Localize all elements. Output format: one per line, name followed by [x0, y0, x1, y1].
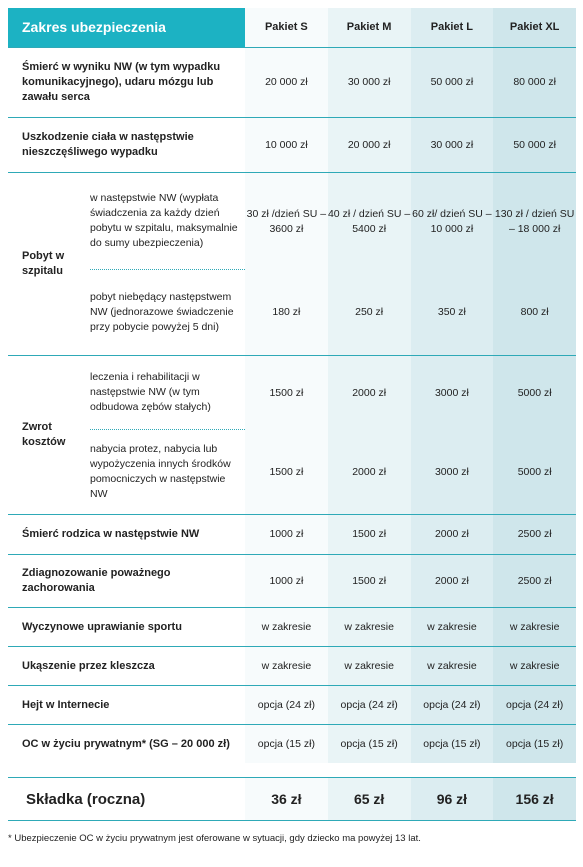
value-xl: w zakresie — [493, 608, 576, 646]
sub-row-label: pobyt niebędący następstwem NW (jednorazowe świadczenie przy pobycie powyżej 5 dni) — [90, 291, 234, 333]
row-label: Śmierć rodzica w następstwie NW — [22, 528, 200, 540]
value-l: 50 000 zł — [411, 48, 494, 117]
sub-row-label: nabycia protez, nabycia lub wypożyczenia innych środków pomocniczych w następstwie NW — [90, 443, 231, 500]
table-row — [8, 118, 576, 173]
row-label: Wyczynowe uprawianie sportu — [22, 620, 182, 633]
table-row — [8, 647, 576, 686]
value-s: 10 000 zł — [245, 118, 328, 172]
row-label: Ukąszenie przez kleszcza — [22, 659, 155, 672]
header-title: Zakres ubezpieczenia — [8, 8, 245, 47]
sub-row-label: leczenia i rehabilitacji w następstwie NW (w tym odbudowa zębów stałych) — [90, 356, 245, 430]
table-row — [8, 555, 576, 608]
value-m: 2000 zł — [328, 430, 411, 514]
value-l: 30 000 zł — [411, 118, 494, 172]
value-xl: 50 000 zł — [493, 118, 576, 172]
value-l: w zakresie — [411, 647, 494, 685]
hospital-group — [8, 173, 576, 356]
table-row — [8, 725, 576, 763]
sub-row — [90, 356, 576, 430]
header-package-m: Pakiet M — [328, 8, 411, 47]
sub-row — [90, 173, 576, 270]
header-package-xl: Pakiet XL — [493, 8, 576, 47]
value-s: w zakresie — [245, 608, 328, 646]
group-label: Zwrot kosztów — [22, 421, 66, 448]
value-m: opcja (24 zł) — [328, 686, 411, 724]
value-s: 1000 zł — [245, 555, 328, 607]
value-l: 2000 zł — [411, 555, 494, 607]
value-xl: opcja (24 zł) — [493, 686, 576, 724]
value-s: opcja (24 zł) — [245, 686, 328, 724]
value-xl: 5000 zł — [493, 356, 576, 430]
value-xl: 2500 zł — [493, 515, 576, 554]
value-m: w zakresie — [328, 647, 411, 685]
value-l: 350 zł — [411, 270, 494, 355]
value-m: opcja (15 zł) — [328, 725, 411, 763]
sub-row — [90, 270, 576, 355]
header-package-l: Pakiet L — [411, 8, 494, 47]
row-label: Hejt w Internecie — [22, 698, 110, 711]
value-s: 20 000 zł — [245, 48, 328, 117]
header-package-s: Pakiet S — [245, 8, 328, 47]
table-row — [8, 48, 576, 118]
table-row — [8, 608, 576, 647]
refund-group — [8, 356, 576, 515]
sub-row-label: w następstwie NW (wypłata świadczenia za każdy dzień pobytu w szpitalu, maksymalnie do sumy ubezpieczenia) — [90, 173, 245, 270]
premium-xl: 156 zł — [493, 778, 576, 820]
premium-label: Składka (roczna) — [26, 790, 146, 808]
row-label: Zdiagnozowanie poważnego zachorowania — [22, 567, 171, 594]
premium-m: 65 zł — [328, 778, 411, 820]
premium-l: 96 zł — [411, 778, 494, 820]
value-l: opcja (24 zł) — [411, 686, 494, 724]
value-m: 1500 zł — [328, 515, 411, 554]
value-s: 30 zł /dzień SU – 3600 zł — [245, 173, 328, 270]
table-header — [8, 8, 576, 48]
value-m: 1500 zł — [328, 555, 411, 607]
value-l: 60 zł/ dzień SU – 10 000 zł — [411, 173, 494, 270]
value-xl: 80 000 zł — [493, 48, 576, 117]
footnote: * Ubezpieczenie OC w życiu prywatnym jest oferowane w sytuacji, gdy dziecko ma powyżej 13 lat. — [8, 833, 421, 844]
value-xl: 130 zł / dzień SU – 18 000 zł — [493, 173, 576, 270]
table-row — [8, 515, 576, 555]
row-label: Śmierć w wyniku NW (w tym wypadku komunikacyjnego), udaru mózgu lub zawału serca — [22, 61, 221, 103]
row-label: OC w życiu prywatnym* (SG – 20 000 zł) — [22, 737, 230, 750]
value-s: w zakresie — [245, 647, 328, 685]
row-label: Uszkodzenie ciała w następstwie nieszczęśliwego wypadku — [22, 131, 194, 158]
value-m: 250 zł — [328, 270, 411, 355]
value-l: 3000 zł — [411, 430, 494, 514]
value-l: opcja (15 zł) — [411, 725, 494, 763]
sub-row — [90, 430, 576, 514]
value-l: w zakresie — [411, 608, 494, 646]
value-m: 2000 zł — [328, 356, 411, 430]
value-xl: 5000 zł — [493, 430, 576, 514]
value-xl: opcja (15 zł) — [493, 725, 576, 763]
value-xl: 2500 zł — [493, 555, 576, 607]
value-m: 20 000 zł — [328, 118, 411, 172]
insurance-table — [8, 8, 576, 821]
value-m: 40 zł / dzień SU – 5400 zł — [328, 173, 411, 270]
value-l: 3000 zł — [411, 356, 494, 430]
value-m: 30 000 zł — [328, 48, 411, 117]
value-s: 1000 zł — [245, 515, 328, 554]
premium-s: 36 zł — [245, 778, 328, 820]
value-l: 2000 zł — [411, 515, 494, 554]
value-s: 1500 zł — [245, 356, 328, 430]
premium-row — [8, 777, 576, 821]
value-s: 180 zł — [245, 270, 328, 355]
value-s: 1500 zł — [245, 430, 328, 514]
table-row — [8, 686, 576, 725]
value-s: opcja (15 zł) — [245, 725, 328, 763]
value-xl: 800 zł — [493, 270, 576, 355]
value-m: w zakresie — [328, 608, 411, 646]
group-label: Pobyt w szpitalu — [22, 250, 65, 277]
value-xl: w zakresie — [493, 647, 576, 685]
